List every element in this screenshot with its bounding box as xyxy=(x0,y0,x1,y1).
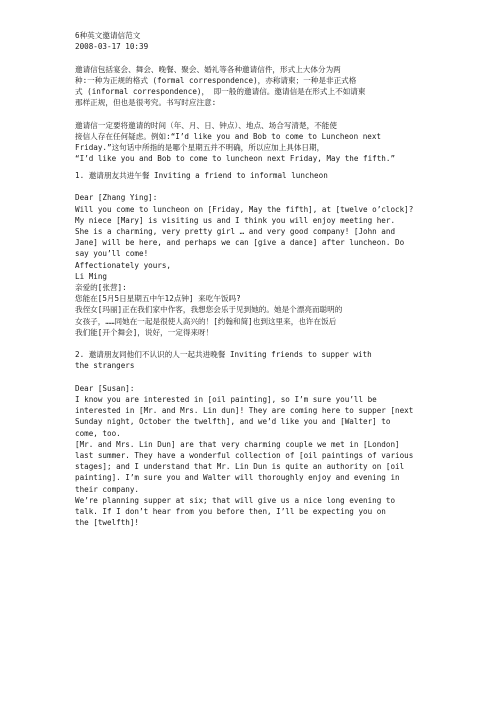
letter-salutation: Dear [Susan]: xyxy=(75,383,135,393)
letter-line: We’re planning supper at six; that will give us a nice long evening to xyxy=(75,495,396,505)
intro-line: 种:一种为正规的格式 (formal correspondence)，亦称请柬；一种是非正式格 xyxy=(75,75,357,85)
cn-letter-line: 我侄女[玛丽]正在我们家中作客，我想您会乐于见到她的。她是个漂亮而聪明的 xyxy=(75,305,343,315)
note-line: “I’d like you and Bob to come to luncheon next Friday, May the fifth.” xyxy=(75,154,396,164)
note-paragraph xyxy=(75,120,421,165)
section-1-heading: 1. 邀请朋友共进午餐 Inviting a friend to informal luncheon xyxy=(75,171,328,180)
letter-line: I know you are interested in [oil painting], so I’m sure you’ll be xyxy=(75,395,377,405)
cn-letter-line: 女孩子，……同她在一起是很使人高兴的！[约翰和简]也到这里来，也许在饭后 xyxy=(75,316,337,326)
intro-line: 式 (informal correspondence)， 即一般的邀请信。邀请信是在形式上不如请柬 xyxy=(75,87,366,96)
letter-closing: Affectionately yours, xyxy=(75,260,172,270)
letter-line: painting]. I’m sure you and Walter will thoroughly enjoy and evening in xyxy=(75,473,400,483)
letter-line: talk. If I don’t hear from you before then, I’ll be expecting you on xyxy=(75,507,386,517)
letter-line: [Mr. and Mrs. Lin Dun] are that very charming couple we met in [London] xyxy=(75,439,400,449)
document-page xyxy=(75,30,421,528)
letter-line: My niece [Mary] is visiting us and I think you will enjoy meeting her. xyxy=(75,215,396,225)
intro-line: 那样正规，但也是很考究。书写时应注意: xyxy=(75,98,217,108)
note-line: 邀请信一定要将邀请的时间（年、月、日、钟点）、地点、场合写清楚，不能使 xyxy=(75,120,337,130)
letter-line: come, too. xyxy=(75,428,121,438)
letter-line: Sunday night, October the twelfth], and we’d like you and [Walter] to xyxy=(75,417,391,427)
letter-line: Jane] will be here, and perhaps we can [give a dance] after luncheon. Do xyxy=(75,238,405,248)
section-2-heading: the strangers xyxy=(75,361,135,371)
letter-line: say you’ll come! xyxy=(75,249,149,259)
note-line: Friday.”这句话中所指的是哪个星期五并不明确，所以应加上具体日期， xyxy=(75,143,325,152)
cn-salutation: 亲爱的[张营]: xyxy=(75,283,127,293)
letter-signature: Li Ming xyxy=(75,271,108,281)
letter-line: their company. xyxy=(75,484,140,494)
cn-letter-line: 您能在[5月5日星期五中午12点钟] 来吃午饭吗? xyxy=(75,294,241,304)
letter-line: interested in [Mr. and Mrs. Lin dun]! They are coming here to supper [next xyxy=(75,406,414,416)
intro-paragraph xyxy=(75,64,421,109)
document-date: 2008-03-17 10:39 xyxy=(75,42,149,52)
letter-line: last summer. They have a wonderful collection of [oil paintings of various xyxy=(75,451,414,461)
letter-line: stages]; and I understand that Mr. Lin Dun is quite an authority on [oil xyxy=(75,462,405,472)
note-line: 接信人存在任何疑虑。例如:“I’d like you and Bob to come to Luncheon next xyxy=(75,131,381,141)
section-2 xyxy=(75,349,421,528)
section-2-heading: 2. 邀请朋友同他们不认识的人一起共进晚餐 Inviting friends to supper with xyxy=(75,350,372,360)
letter-line: the [twelfth]! xyxy=(75,518,140,528)
section-1 xyxy=(75,170,421,338)
letter-salutation: Dear [Zhang Ying]: xyxy=(75,193,158,203)
letter-line: She is a charming, very pretty girl … and very good company! [John and xyxy=(75,227,396,236)
intro-line: 邀请信包括宴会、舞会、晚餐、聚会、婚礼等各种邀请信件，形式上大体分为两 xyxy=(75,64,341,74)
letter-line: Will you come to luncheon on [Friday, May the fifth], at [twelve o’clock]? xyxy=(75,204,414,214)
document-title: 6种英文邀请信范文 xyxy=(75,31,141,40)
cn-letter-line: 我们能[开个舞会]，说好，一定得来呀！ xyxy=(75,327,214,337)
